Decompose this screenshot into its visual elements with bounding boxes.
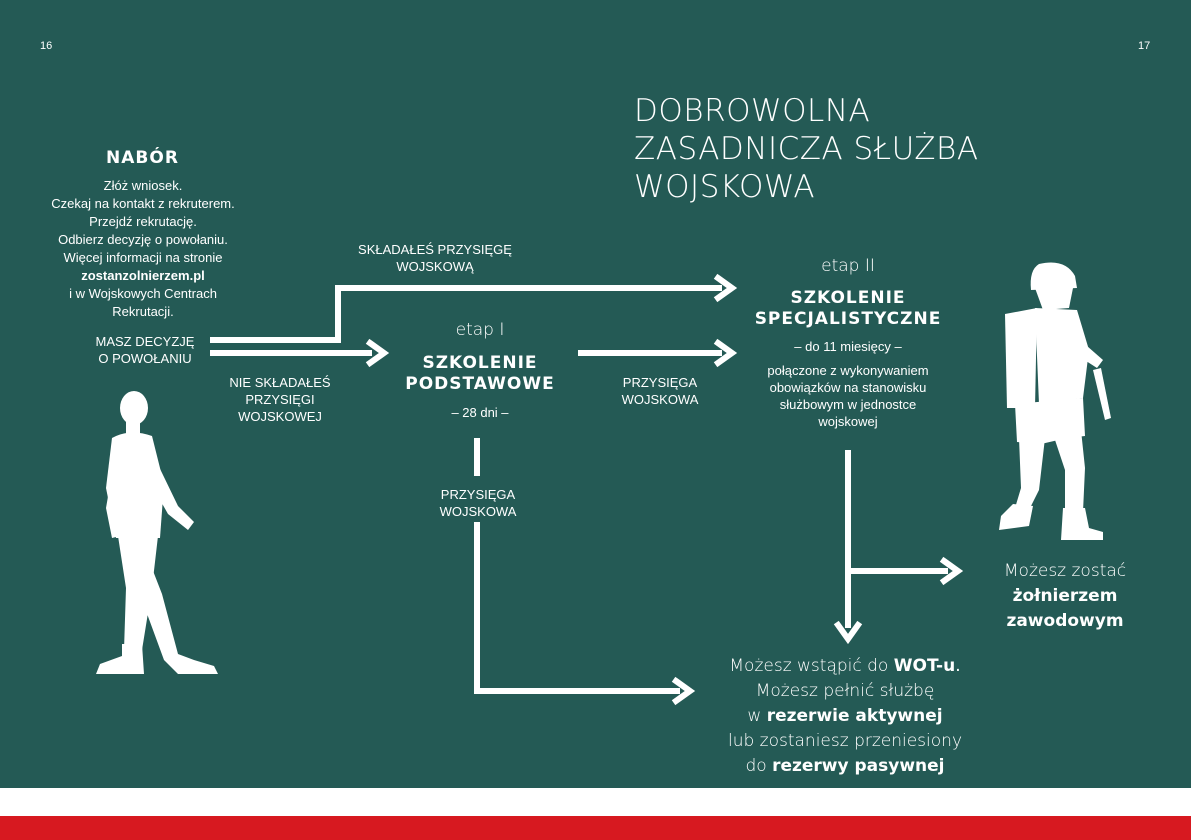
stage2-description: [748, 362, 948, 430]
stage1-duration: – 28 dni –: [451, 405, 509, 420]
oath-line: WOJSKOWA: [621, 392, 699, 407]
stage2-title-line: SZKOLENIE: [790, 288, 906, 308]
not-sworn-label: [220, 374, 340, 425]
stage2-title: [728, 288, 968, 330]
reserve-text: .: [955, 656, 961, 676]
recruitment-heading: NABÓR: [106, 148, 179, 168]
reserve-line: [690, 704, 1000, 729]
sworn-label: [350, 241, 520, 275]
soldier-icon: [985, 258, 1115, 542]
arrow-stage1-down-bottom: [477, 522, 680, 691]
oath-line: WOJSKOWA: [439, 504, 517, 519]
recruitment-steps: [38, 177, 248, 321]
oath-line: PRZYSIĘGA: [440, 487, 516, 502]
decision-label: [80, 333, 210, 367]
recruitment-step: Odbierz decyzję o powołaniu.: [58, 232, 228, 247]
oath-down-label: [418, 486, 538, 520]
reserve-highlight: rezerwy pasywnej: [772, 756, 945, 776]
recruitment-step: Rekrutacji.: [112, 304, 174, 319]
stage1-title-line: SZKOLENIE: [422, 353, 538, 373]
stage2-duration: – do 11 miesięcy –: [794, 339, 902, 354]
not-sworn-line: NIE SKŁADAŁEŚ: [229, 375, 331, 390]
page-number-left: 16: [40, 40, 53, 52]
reserve-outcome: [690, 654, 1000, 779]
reserve-text: Możesz wstąpić do: [729, 656, 894, 676]
stage2-label: etap II: [821, 256, 875, 276]
reserve-text: w: [747, 706, 767, 726]
stage2-desc-line: połączone z wykonywaniem: [767, 363, 929, 378]
recruitment-step: Więcej informacji na stronie: [63, 250, 223, 265]
page-number-right: 17: [1138, 40, 1151, 52]
reserve-line: [690, 654, 1000, 679]
reserve-line: Możesz pełnić służbę: [755, 681, 935, 701]
recruitment-step: Czekaj na kontakt z rekruterem.: [51, 196, 235, 211]
professional-line: Możesz zostać: [1003, 561, 1127, 581]
title-line: WOJSKOWA: [634, 169, 816, 205]
oath-right-label: [600, 374, 720, 408]
stage2-desc-line: wojskowej: [818, 414, 878, 429]
reserve-line: lub zostaniesz przeniesiony: [727, 731, 963, 751]
reserve-line: [690, 754, 1000, 779]
stage2-desc-line: służbowym w jednostce: [779, 397, 917, 412]
title-line: ZASADNICZA SŁUŻBA: [634, 131, 979, 167]
decision-line: MASZ DECYZJĘ: [95, 334, 195, 349]
stage1-title-line: PODSTAWOWE: [405, 374, 555, 394]
walking-civilian-icon: [82, 388, 232, 684]
reserve-text: do: [745, 756, 773, 776]
recruitment-step: Przejdź rekrutację.: [89, 214, 197, 229]
sworn-line: SKŁADAŁEŚ PRZYSIĘGĘ: [358, 242, 512, 257]
stage1-label: etap I: [455, 320, 505, 340]
stage2-title-line: SPECJALISTYCZNE: [754, 309, 942, 329]
decision-line: O POWOŁANIU: [98, 351, 192, 366]
recruitment-step: i w Wojskowych Centrach: [69, 286, 217, 301]
recruitment-website-link[interactable]: zostanzolnierzem.pl: [81, 268, 205, 283]
professional-outcome: [960, 559, 1170, 634]
reserve-highlight: rezerwie aktywnej: [766, 706, 943, 726]
reserve-highlight: WOT-u: [893, 656, 956, 676]
flag-red-stripe: [0, 816, 1191, 840]
oath-line: PRZYSIĘGA: [622, 375, 698, 390]
stage1-title: [380, 353, 580, 395]
professional-highlight: zawodowym: [1006, 611, 1124, 631]
sworn-line: WOJSKOWĄ: [396, 259, 474, 274]
not-sworn-line: PRZYSIĘGI: [245, 392, 315, 407]
title-line: DOBROWOLNA: [634, 93, 871, 129]
recruitment-step: Złóż wniosek.: [103, 178, 183, 193]
professional-highlight: żołnierzem: [1012, 586, 1118, 606]
not-sworn-line: WOJSKOWEJ: [238, 409, 322, 424]
stage2-desc-line: obowiązków na stanowisku: [769, 380, 927, 395]
